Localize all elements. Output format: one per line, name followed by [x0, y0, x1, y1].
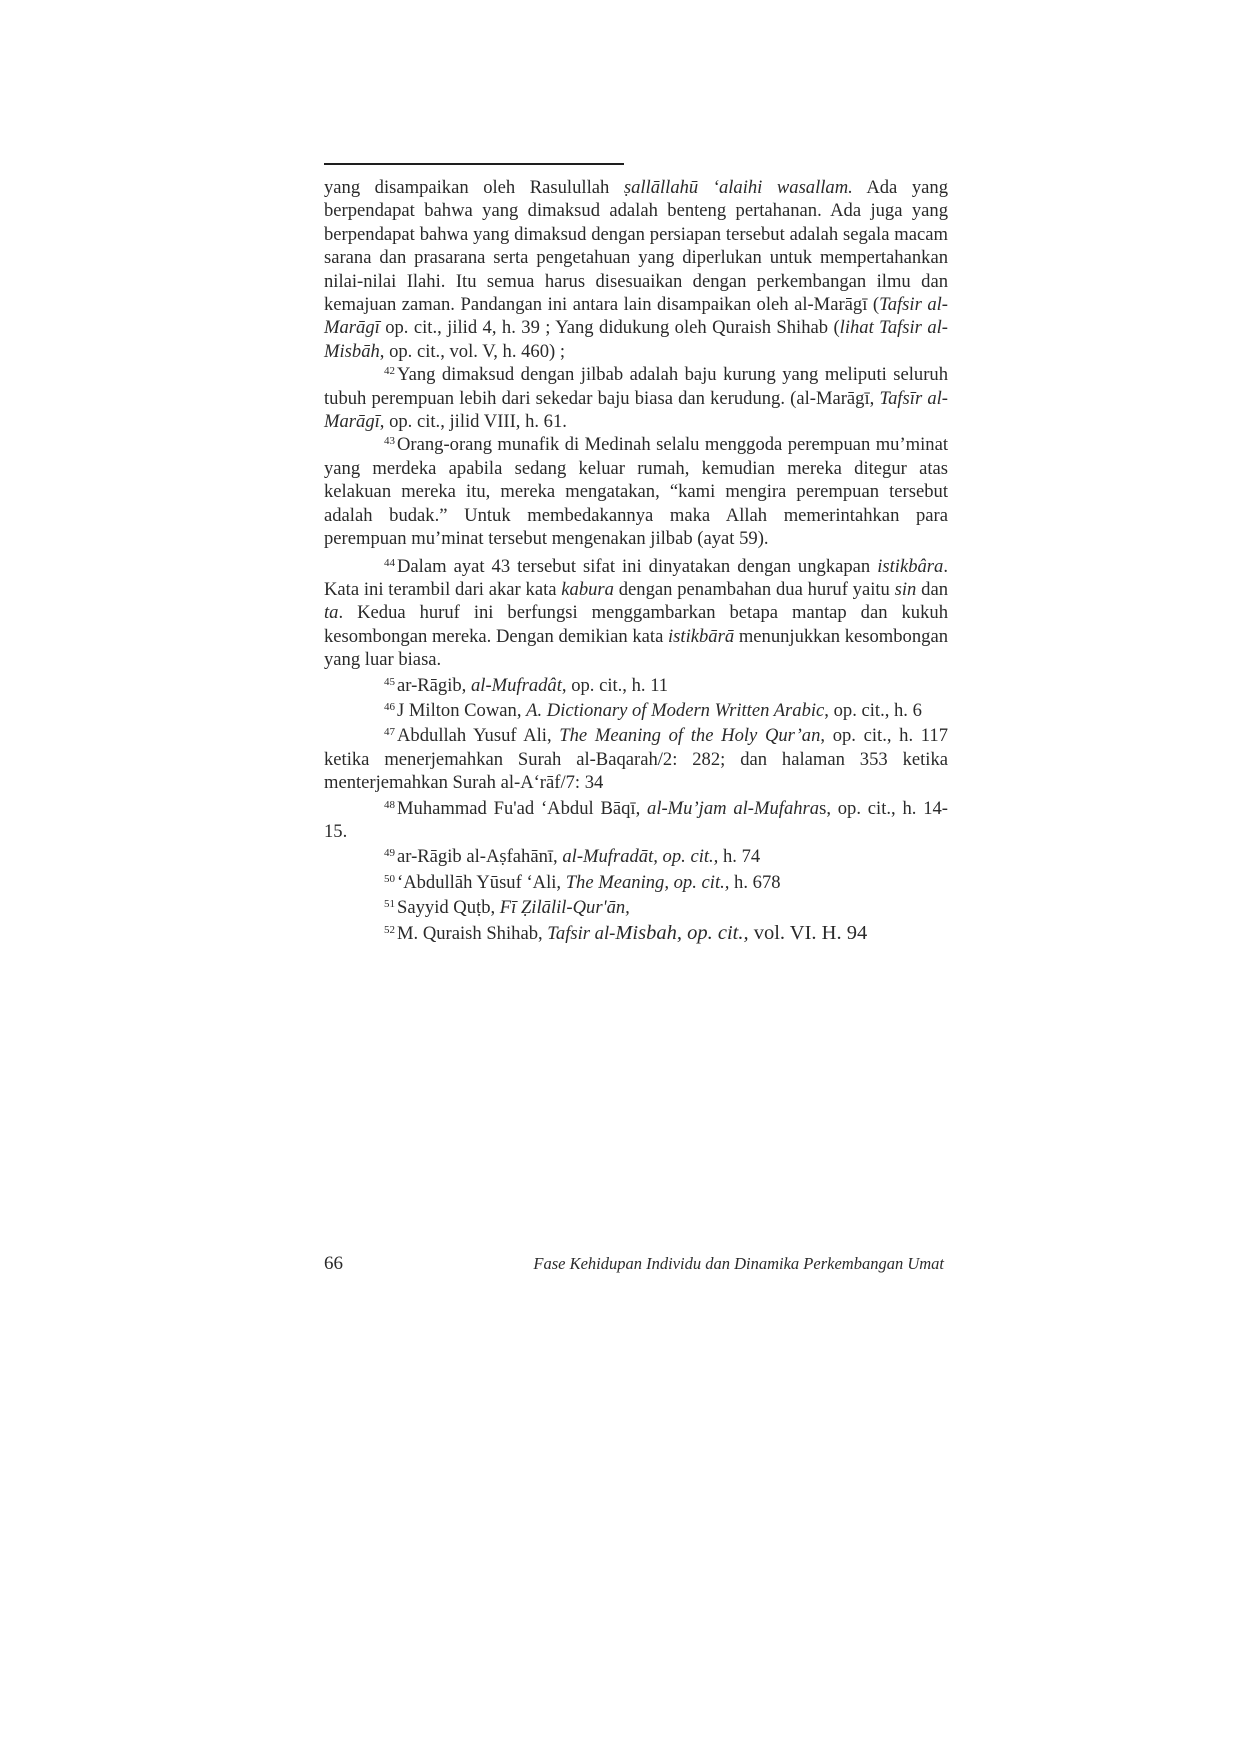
- footnote-42: [324, 363, 948, 433]
- footnote-text: Yang dimaksud dengan jilbab adalah baju kurung yang meliputi seluruh tubuh perempuan lebih dari sekedar baju biasa dan kerudung. (al-Marāgī,: [324, 364, 948, 409]
- footnote-number: 47: [384, 726, 395, 739]
- footnote-text: dan: [916, 578, 948, 600]
- footnote-text: s, op. cit., h. 14-15.: [324, 797, 948, 842]
- footnote-text-italic: al-Mufradāt, op. cit.,: [562, 846, 719, 868]
- footnote-separator: [324, 163, 624, 165]
- footnote-text: Dalam ayat 43 tersebut sifat ini dinyatakan dengan ungkapan: [397, 555, 878, 577]
- page-footer: [324, 1253, 948, 1279]
- footnote-43: [324, 433, 948, 550]
- footnote-text-italic: istikbārā: [668, 625, 735, 647]
- footnote-text: h. 74: [718, 846, 761, 868]
- footnote-text: M. Quraish Shihab,: [397, 922, 548, 944]
- footnote-text: , op. cit., jilid VIII, h. 61.: [379, 411, 567, 433]
- footnote-text: ar-Rāgib,: [397, 674, 471, 696]
- footnote-number: 45: [384, 675, 395, 688]
- footnote-text: J Milton Cowan,: [397, 699, 527, 721]
- footnote-text-italic: A. Dictionary of Modern Written Arabic: [526, 699, 825, 721]
- footnote-text-italic: Misbah, op. cit.,: [615, 921, 749, 944]
- page-number: 66: [324, 1253, 343, 1274]
- footnote-text: vol. VI. H. 94: [748, 921, 868, 944]
- footnote-number: 52: [384, 923, 395, 936]
- footnote-number: 48: [384, 798, 395, 811]
- footnotes-block: [324, 176, 948, 945]
- footnote-number: 42: [384, 365, 395, 378]
- footnote-text: . Kedua huruf ini berfungsi menggambarkan betapa mantap dan kukuh kesombongan mereka. Dengan demikian kata: [324, 602, 948, 647]
- footnote-text: , op. cit., h. 6: [824, 699, 922, 721]
- footnote-text: h. 678: [729, 871, 781, 893]
- footnote-text-italic: The Meaning of the Holy Qur’an: [559, 725, 821, 747]
- footnote-text-italic: kabura: [561, 578, 614, 600]
- footnote-text: yang disampaikan oleh Rasulullah: [324, 177, 624, 198]
- footnote-text: Orang-orang munafik di Medinah selalu menggoda perempuan mu’minat yang merdeka apabila sedang keluar rumah, kemudian mereka ditegur atas kelakuan mereka itu, mereka mengatakan, “kami mengira perempuan tersebut adalah budak.” Untuk membedakannya maka Allah memerintahkan para perempuan mu’minat tersebut mengenakan jilbab (ayat 59).: [324, 434, 948, 550]
- footnote-text-italic: Tafsir al-Marāgī: [324, 294, 948, 339]
- footnote-text: , op. cit., vol. V, h. 460) ;: [379, 340, 566, 362]
- footnote-number: 49: [384, 847, 395, 860]
- footnote-text: Ada yang berpendapat bahwa yang dimaksud adalah benteng pertahanan. Ada juga yang berpendapat bahwa yang dimaksud dengan persiapan tersebut adalah segala macam sarana dan prasarana serta pengetahuan yang diperlukan untuk mempertahankan nilai-nilai Ilahi. Itu semua harus disesuaikan dengan perkembangan ilmu dan kemajuan zaman. Pandangan ini antara lain disampaikan oleh al-Marāgī (: [324, 177, 948, 316]
- footnote-continuation: [324, 176, 948, 363]
- footnote-49: [324, 845, 948, 868]
- footnote-text: menunjukkan kesombongan yang luar biasa.: [324, 625, 948, 671]
- footnote-46: [324, 699, 948, 722]
- footnote-text-italic: sin: [894, 578, 917, 600]
- footnote-text-italic: ta: [324, 602, 339, 624]
- footnote-text: Muhammad Fu'ad ‘Abdul Bāqī,: [397, 797, 648, 819]
- footnote-text-italic: al-Mu’jam al-Mufahra: [647, 797, 820, 819]
- footnote-text-italic: al-Mufradât: [470, 674, 562, 696]
- footnote-text: op. cit., jilid 4, h. 39 ; Yang didukung oleh Quraish Shihab (: [379, 317, 840, 339]
- footnote-45: [324, 674, 948, 697]
- footnote-50: [324, 871, 948, 894]
- footnote-44: [324, 555, 948, 672]
- footnote-text: , op. cit., h. 11: [561, 674, 669, 696]
- footnote-text-italic: Fī Ẓilālil-Qur'ān,: [499, 897, 630, 919]
- footnote-text-italic: The Meaning, op. cit.,: [565, 871, 730, 893]
- footnote-52: [324, 922, 948, 945]
- footnote-number: 50: [384, 872, 395, 885]
- footnote-text: Sayyid Quṭb,: [397, 897, 500, 919]
- footnote-text: dengan penambahan dua huruf yaitu: [613, 578, 895, 600]
- footnote-number: 46: [384, 700, 395, 713]
- footnote-text: ‘Abdullāh Yūsuf ‘Ali,: [397, 871, 566, 893]
- footnote-text-italic: lihat Tafsir al-Misbāh: [324, 317, 948, 362]
- footnote-text: ar-Rāgib al-Aṣfahānī,: [397, 846, 563, 868]
- footnote-number: 44: [384, 556, 395, 569]
- footnote-text-italic: Tafsīr al-Marāgī: [324, 387, 948, 433]
- footnote-text-italic: istikbâra: [877, 555, 944, 577]
- footnote-number: 51: [384, 898, 395, 911]
- footnote-48: [324, 797, 948, 844]
- footnote-text: . Kata ini terambil dari akar kata: [324, 555, 948, 600]
- footnote-text-italic: ṣallāllahū ‘alaihi wasallam.: [623, 177, 853, 198]
- running-title: Fase Kehidupan Individu dan Dinamika Perkembangan Umat: [533, 1254, 944, 1273]
- footnote-47: [324, 724, 948, 794]
- footnote-51: [324, 896, 948, 919]
- footnote-number: 43: [384, 435, 395, 448]
- footnote-text: Abdullah Yusuf Ali,: [397, 725, 560, 747]
- footnote-text: , op. cit., h. 117 ketika menerjemahkan Surah al-Baqarah/2: 282; dan halaman 353 ketika menterjemahkan Surah al-A‘rāf/7: 34: [324, 725, 948, 794]
- footnote-text-italic: Tafsir al-: [547, 922, 616, 944]
